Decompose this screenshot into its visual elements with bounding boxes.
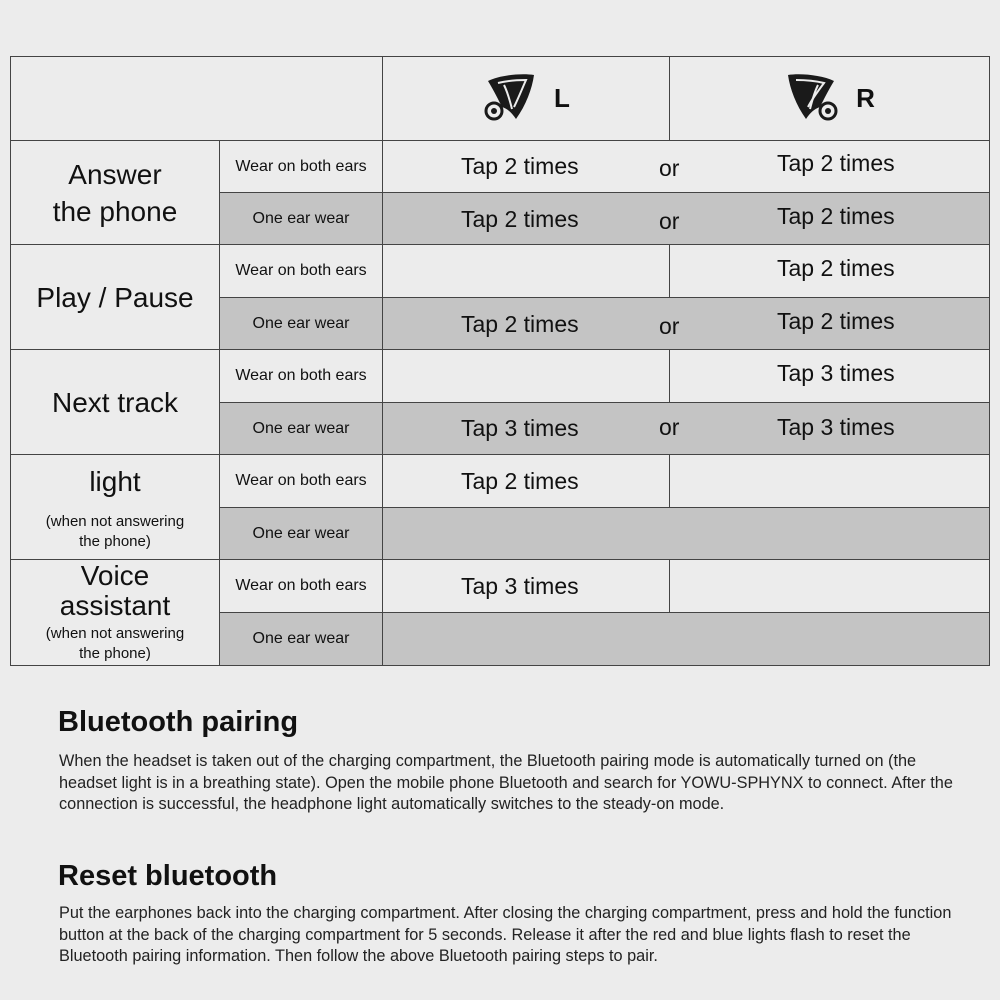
- action-cell-light: [11, 455, 220, 560]
- left-right-cell: [383, 403, 989, 455]
- left-cell: [383, 560, 670, 613]
- or-text: or: [659, 208, 680, 234]
- right-tap-text: Tap 2 times: [777, 150, 895, 176]
- left-side-label: L: [554, 83, 570, 113]
- action-label: light: [89, 465, 141, 497]
- left-tap-text: Tap 2 times: [461, 206, 579, 232]
- or-text: or: [659, 155, 680, 181]
- right-side-label: R: [856, 83, 875, 113]
- mode-label: One ear wear: [252, 314, 350, 332]
- section-body-reset-bluetooth: Put the earphones back into the charging compartment. After closing the charging compartment, press and hold the function button at the back of the charging compartment for 5 seconds. Release it after the red and blue lights flash to reset the Bluetooth pairing information. Then follow the above Bluetooth pairing steps to pair.: [59, 904, 952, 965]
- action-note: (when not answering the phone): [45, 625, 185, 662]
- left-cell: [383, 455, 670, 508]
- control-table: [10, 56, 990, 666]
- mode-label: One ear wear: [252, 209, 350, 227]
- action-cell-next-track: [11, 350, 220, 455]
- action-label: Answer the phone: [52, 158, 178, 227]
- left-right-cell: [383, 141, 989, 193]
- right-cell: [670, 350, 989, 403]
- left-cell: [383, 245, 670, 298]
- right-tap-text: Tap 3 times: [777, 360, 895, 386]
- mode-cell: [220, 350, 383, 403]
- mode-label: Wear on both ears: [235, 262, 367, 279]
- header-right-cell: [670, 57, 989, 141]
- left-tap-text: Tap 3 times: [461, 415, 579, 441]
- mode-cell: [220, 560, 383, 613]
- mode-label: One ear wear: [252, 419, 350, 437]
- mode-cell: [220, 455, 383, 508]
- left-right-cell: [383, 613, 989, 665]
- mode-label: Wear on both ears: [235, 157, 367, 175]
- mode-cell: [220, 245, 383, 298]
- action-note: (when not answering the phone): [45, 512, 185, 550]
- left-right-cell: [383, 298, 989, 350]
- mode-label: One ear wear: [252, 630, 350, 647]
- section-title-reset-bluetooth: Reset bluetooth: [58, 860, 278, 892]
- mode-label: One ear wear: [252, 524, 350, 542]
- header-empty-cell: [11, 57, 383, 141]
- right-cell: [670, 245, 989, 298]
- or-text: or: [659, 414, 680, 440]
- section-body-bluetooth-pairing: When the headset is taken out of the charging compartment, the Bluetooth pairing mode is automatically turned on (the headset light is in a breathing state). Open the mobile phone Bluetooth and search for YOWU-SPHYNX to connect. After the connection is successful, the headphone light automatically switches to the steady-on mode.: [59, 752, 953, 813]
- mode-cell: [220, 403, 383, 455]
- action-label: Voice assistant: [59, 560, 171, 621]
- right-tap-text: Tap 3 times: [777, 414, 895, 440]
- right-tap-text: Tap 2 times: [777, 203, 895, 229]
- right-tap-text: Tap 2 times: [777, 308, 895, 334]
- action-label: Next track: [51, 386, 179, 418]
- earphone-right-icon: [784, 71, 840, 127]
- mode-cell: [220, 193, 383, 245]
- left-right-cell: [383, 508, 989, 560]
- header-left-cell: [383, 57, 670, 141]
- left-right-cell: [383, 193, 989, 245]
- mode-cell: [220, 613, 383, 665]
- left-tap-text: Tap 2 times: [461, 311, 579, 337]
- mode-cell: [220, 508, 383, 560]
- or-text: or: [659, 313, 680, 339]
- left-tap-text: Tap 2 times: [461, 153, 579, 179]
- action-label: Play / Pause: [36, 281, 194, 313]
- mode-label: Wear on both ears: [235, 472, 367, 489]
- left-cell: [383, 350, 670, 403]
- action-cell-answer: [11, 141, 220, 245]
- right-cell: [670, 455, 989, 508]
- mode-label: Wear on both ears: [235, 577, 367, 594]
- action-cell-play-pause: [11, 245, 220, 350]
- action-cell-voice-assistant: [11, 560, 220, 665]
- right-tap-text: Tap 2 times: [777, 255, 895, 281]
- mode-cell: [220, 298, 383, 350]
- section-title-bluetooth-pairing: Bluetooth pairing: [58, 706, 299, 738]
- mode-label: Wear on both ears: [235, 367, 367, 384]
- mode-cell: [220, 141, 383, 193]
- left-tap-text: Tap 2 times: [461, 468, 579, 494]
- left-tap-text: Tap 3 times: [461, 573, 579, 599]
- right-cell: [670, 560, 989, 613]
- earphone-left-icon: [482, 71, 538, 127]
